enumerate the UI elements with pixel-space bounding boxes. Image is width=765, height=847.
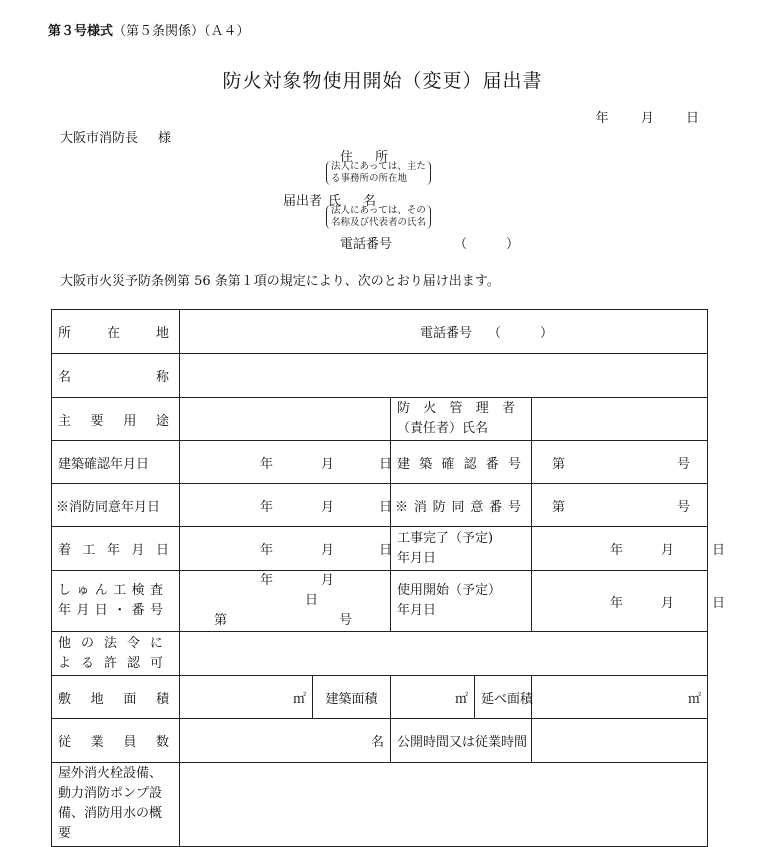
name-note-line2: 名称及び代表者の氏名 <box>331 217 427 228</box>
main-use-label: 主要用途 <box>52 398 180 441</box>
fire-consent-no-field[interactable] <box>532 484 708 527</box>
table-row <box>52 484 708 527</box>
site-area-field[interactable]: ㎡ <box>180 676 313 719</box>
month-text: 月 <box>321 543 335 558</box>
year-text: 年 <box>610 595 624 611</box>
use-start-field[interactable] <box>532 571 726 632</box>
table-row <box>52 527 708 571</box>
employees-label: 従業員数 <box>52 719 180 763</box>
table-row <box>52 676 708 719</box>
name-note-line1: 法人にあっては、その <box>331 205 426 216</box>
address-note <box>326 161 431 185</box>
outdoor-equipment-label <box>52 763 180 847</box>
reporter-phone-parens: （ ） <box>454 237 520 252</box>
form-number-bold: 第３号様式 <box>48 24 114 39</box>
form-number <box>48 20 250 39</box>
building-confirm-no-field[interactable] <box>532 441 708 484</box>
dai-text: 第 <box>552 456 566 472</box>
inspection-label-1: しゅん工検査 <box>58 583 163 598</box>
address-label-2: 所 <box>375 150 389 165</box>
date-year: 年 <box>595 111 609 126</box>
hours-label: 公開時間又は従業時間 <box>391 719 532 763</box>
use-start-label-1: 使用開始（予定） <box>397 583 502 598</box>
location-field[interactable] <box>180 310 708 354</box>
table-row <box>52 571 708 632</box>
outdoor-label-4: 要 <box>58 826 72 841</box>
name-label-1: 氏 <box>328 194 342 209</box>
dai-text: 第 <box>552 499 566 515</box>
outdoor-label-2: 動力消防ポンプ設 <box>58 786 163 801</box>
completion-label <box>391 527 532 571</box>
use-start-label-2: 年月日 <box>397 603 437 618</box>
building-confirm-no-label: 建築確認番号 <box>391 441 532 484</box>
form-reference: （第５条関係）（Ａ４） <box>113 24 250 39</box>
addressee <box>60 127 171 146</box>
day-text: 日 <box>379 499 393 515</box>
month-text: 月 <box>321 456 335 472</box>
notice-text: 大阪市火災予防条例第 56 条第１項の規定により、次のとおり届け出ます。 <box>60 274 500 289</box>
day-text: 日 <box>712 543 726 558</box>
fire-manager-label-1: 防火管理者 <box>397 401 515 416</box>
employees-field[interactable]: 名 <box>180 719 391 763</box>
date-day: 日 <box>685 111 699 126</box>
dai-text: 第 <box>214 613 228 628</box>
other-law-label-1: 他の法令に <box>58 635 163 651</box>
reporter-phone <box>340 233 519 252</box>
year-text: 年 <box>610 543 624 558</box>
building-confirm-date-label: 建築確認年月日 <box>52 441 180 484</box>
fire-manager-label-2: （責任者）氏名 <box>397 421 489 436</box>
month-text: 月 <box>661 543 675 558</box>
completion-label-2: 年月日 <box>397 550 437 566</box>
month-text: 月 <box>661 595 675 611</box>
inspection-field[interactable] <box>180 571 391 632</box>
completion-label-1: 工事完了（予定) <box>397 530 494 546</box>
day-text: 日 <box>379 543 393 558</box>
table-row <box>52 763 708 847</box>
name-label: 名称 <box>52 354 180 398</box>
floor-area-label: 延べ面積 <box>475 676 532 719</box>
completion-field[interactable] <box>532 527 726 571</box>
reporter-phone-label: 電話番号 <box>340 237 393 252</box>
location-label: 所在地 <box>52 310 180 354</box>
year-text: 年 <box>260 456 274 472</box>
site-area-label: 敷地面積 <box>52 676 180 719</box>
filing-date <box>568 107 699 126</box>
go-text: 号 <box>677 456 691 472</box>
other-law-field[interactable] <box>180 632 708 676</box>
location-phone-parens: （ ） <box>488 326 554 341</box>
table-row <box>52 441 708 484</box>
day-text: 日 <box>379 456 393 472</box>
start-construction-field[interactable] <box>180 527 391 571</box>
addressee-name: 大阪市消防長 <box>60 131 139 146</box>
inspection-label-2: 年月日・番号 <box>58 603 163 618</box>
building-area-field[interactable]: ㎡ <box>391 676 475 719</box>
table-row <box>52 310 708 354</box>
go-text: 号 <box>339 613 353 628</box>
addressee-suffix: 様 <box>158 131 172 146</box>
building-confirm-date-field[interactable] <box>180 441 391 484</box>
other-law-label <box>52 632 180 676</box>
fire-consent-date-label: ※消防同意年月日 <box>52 484 180 527</box>
fire-manager-field[interactable] <box>532 398 708 441</box>
day-text: 日 <box>305 593 319 608</box>
main-use-field[interactable] <box>180 398 391 441</box>
table-row <box>52 632 708 676</box>
name-label-2: 名 <box>363 194 377 209</box>
document-title: 防火対象物使用開始（変更）届出書 <box>222 70 543 92</box>
building-area-label: 建築面積 <box>313 676 391 719</box>
fire-manager-label <box>391 398 532 441</box>
name-field[interactable] <box>180 354 708 398</box>
inspection-label <box>52 571 180 632</box>
outdoor-label-3: 備、消防用水の概 <box>58 806 163 821</box>
location-phone-label: 電話番号 <box>420 326 473 341</box>
hours-field[interactable] <box>532 719 708 763</box>
other-law-label-2: よる許認可 <box>58 655 163 671</box>
outdoor-equipment-field[interactable] <box>180 763 708 847</box>
use-start-label <box>391 571 532 632</box>
form-table <box>51 309 726 847</box>
start-construction-label: 着工年月日 <box>52 527 180 571</box>
month-text: 月 <box>321 573 335 588</box>
go-text: 号 <box>677 499 691 515</box>
name-note <box>326 205 431 229</box>
month-text: 月 <box>321 499 335 515</box>
year-text: 年 <box>260 543 274 558</box>
reporter-label: 届出者 <box>283 194 323 209</box>
date-month: 月 <box>640 111 654 126</box>
table-row <box>52 719 708 763</box>
day-text: 日 <box>712 595 726 611</box>
table-row <box>52 398 708 441</box>
outdoor-label-1: 屋外消火栓設備、 <box>58 766 163 781</box>
address-label-1: 住 <box>340 150 354 165</box>
year-text: 年 <box>260 499 274 515</box>
year-text: 年 <box>260 573 274 588</box>
table-row <box>52 354 708 398</box>
floor-area-field[interactable]: ㎡ <box>532 676 708 719</box>
fire-consent-date-field[interactable] <box>180 484 391 527</box>
address-note-line1: 法人にあっては、主た <box>331 161 426 172</box>
fire-consent-no-label: ※消防同意番号 <box>391 484 532 527</box>
address-note-line2: る事務所の所在地 <box>331 173 408 184</box>
